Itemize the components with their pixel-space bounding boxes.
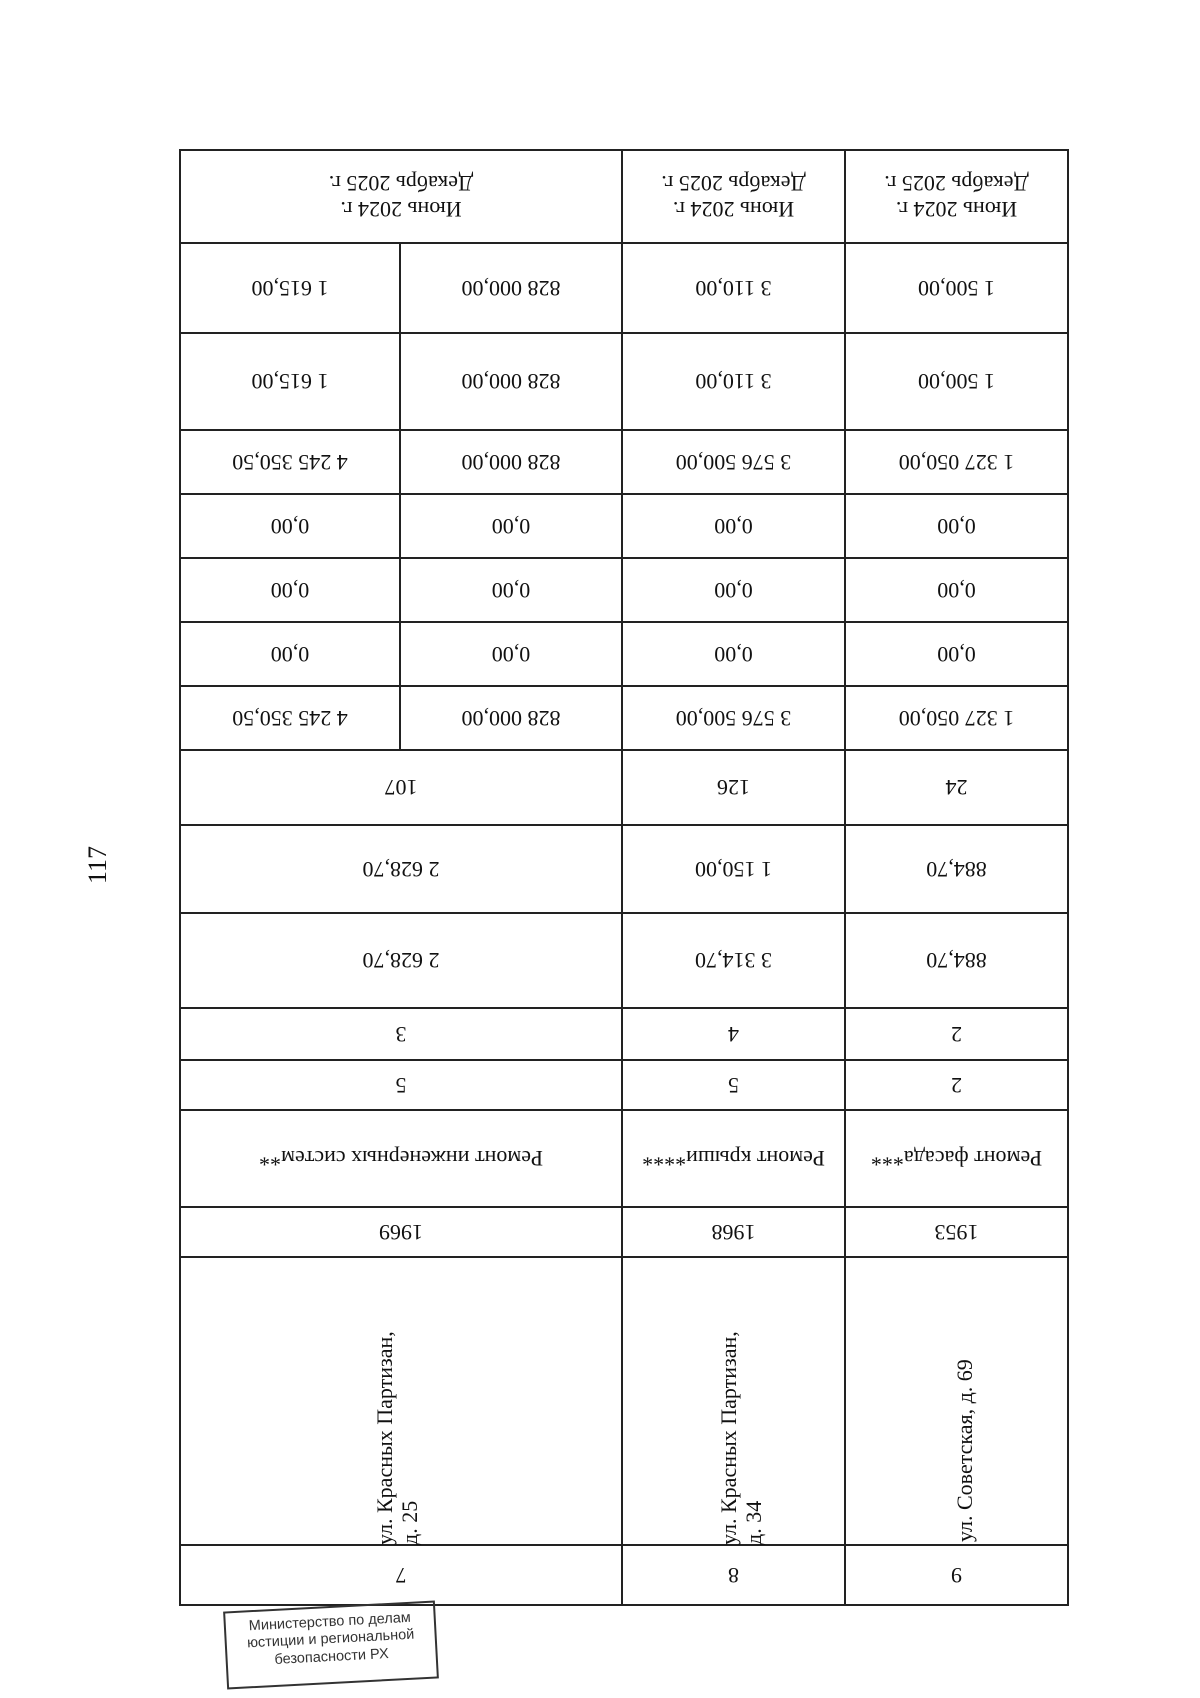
build-year: 1968 bbox=[711, 1220, 756, 1245]
zero-value: 0,00 bbox=[491, 514, 531, 539]
total-a: 4 245 350,50 bbox=[232, 706, 348, 731]
address-line: д. 34 bbox=[741, 1500, 767, 1545]
work-type: Ремонт инженерных систем** bbox=[259, 1146, 543, 1172]
sum: 1 327 050,00 bbox=[898, 450, 1015, 475]
zero-value: 0,00 bbox=[270, 578, 310, 603]
limit-cost: 3 110,00 bbox=[695, 369, 772, 395]
unit-cost-b: 828 000,00 bbox=[461, 276, 561, 301]
count-1: 2 bbox=[951, 1073, 962, 1098]
build-year: 1953 bbox=[934, 1220, 979, 1245]
unit-cost-a: 1 615,00 bbox=[251, 276, 329, 301]
work-type: Ремонт фасада*** bbox=[870, 1146, 1043, 1172]
limit-cost-b: 828 000,00 bbox=[461, 369, 561, 395]
people-count: 107 bbox=[384, 775, 418, 801]
total: 3 576 500,00 bbox=[675, 706, 792, 731]
period-end: Декабрь 2025 г. bbox=[328, 171, 474, 197]
unit-cost: 1 500,00 bbox=[918, 276, 995, 301]
build-year: 1969 bbox=[379, 1220, 423, 1245]
sum-b: 828 000,00 bbox=[461, 450, 561, 475]
area-2: 884,70 bbox=[926, 857, 987, 882]
area-1: 2 628,70 bbox=[362, 948, 440, 974]
period-start: Июнь 2024 г. bbox=[340, 196, 462, 222]
area-1: 884,70 bbox=[926, 948, 987, 974]
period-row-8 bbox=[622, 150, 845, 243]
address bbox=[716, 1265, 767, 1545]
count-2: 3 bbox=[395, 1022, 407, 1047]
limit-cost-a: 1 615,00 bbox=[251, 369, 329, 395]
area-2: 1 150,00 bbox=[695, 857, 772, 882]
row-number: 8 bbox=[728, 1563, 739, 1588]
address-line: д. 25 bbox=[397, 1500, 423, 1545]
period-row-9 bbox=[845, 150, 1068, 243]
zero-value: 0,00 bbox=[270, 514, 310, 539]
people-count: 24 bbox=[945, 775, 968, 801]
registration-stamp: Министерство по делам юстиции и региональной безопасности РХ bbox=[223, 1601, 439, 1690]
sum: 3 576 500,00 bbox=[675, 450, 792, 475]
period-start: Июнь 2024 г. bbox=[672, 196, 795, 222]
address-line: ул. Красных Партизан, bbox=[372, 1331, 397, 1545]
zero-value: 0,00 bbox=[714, 642, 753, 667]
period-row-7 bbox=[180, 150, 622, 243]
total: 1 327 050,00 bbox=[898, 706, 1015, 731]
address bbox=[952, 1262, 977, 1542]
count-2: 4 bbox=[728, 1022, 739, 1047]
row-number: 9 bbox=[951, 1563, 962, 1588]
zero-value: 0,00 bbox=[714, 578, 753, 603]
total-b: 828 000,00 bbox=[461, 706, 561, 731]
zero-value: 0,00 bbox=[937, 514, 976, 539]
zero-value: 0,00 bbox=[270, 642, 310, 667]
area-1: 3 314,70 bbox=[695, 948, 772, 974]
work-type: Ремонт крыши**** bbox=[642, 1146, 825, 1172]
address-line: ул. Советская, д. 69 bbox=[952, 1359, 977, 1542]
period-start: Июнь 2024 г. bbox=[895, 196, 1018, 222]
people-count: 126 bbox=[717, 775, 750, 801]
period-end: Декабрь 2025 г. bbox=[884, 171, 1029, 197]
zero-value: 0,00 bbox=[714, 514, 753, 539]
unit-cost: 3 110,00 bbox=[695, 276, 772, 301]
sum-a: 4 245 350,50 bbox=[232, 450, 348, 475]
limit-cost: 1 500,00 bbox=[918, 369, 995, 395]
row-number: 7 bbox=[395, 1563, 407, 1588]
zero-value: 0,00 bbox=[937, 642, 976, 667]
address-line: ул. Красных Партизан, bbox=[716, 1331, 741, 1545]
zero-value: 0,00 bbox=[491, 642, 531, 667]
zero-value: 0,00 bbox=[491, 578, 531, 603]
area-2: 2 628,70 bbox=[362, 857, 440, 882]
period-end: Декабрь 2025 г. bbox=[661, 171, 806, 197]
count-2: 2 bbox=[951, 1022, 962, 1047]
page-number: 117 bbox=[83, 845, 112, 885]
zero-value: 0,00 bbox=[937, 578, 976, 603]
address bbox=[372, 1265, 423, 1545]
count-1: 5 bbox=[728, 1073, 739, 1098]
count-1: 5 bbox=[395, 1073, 407, 1098]
